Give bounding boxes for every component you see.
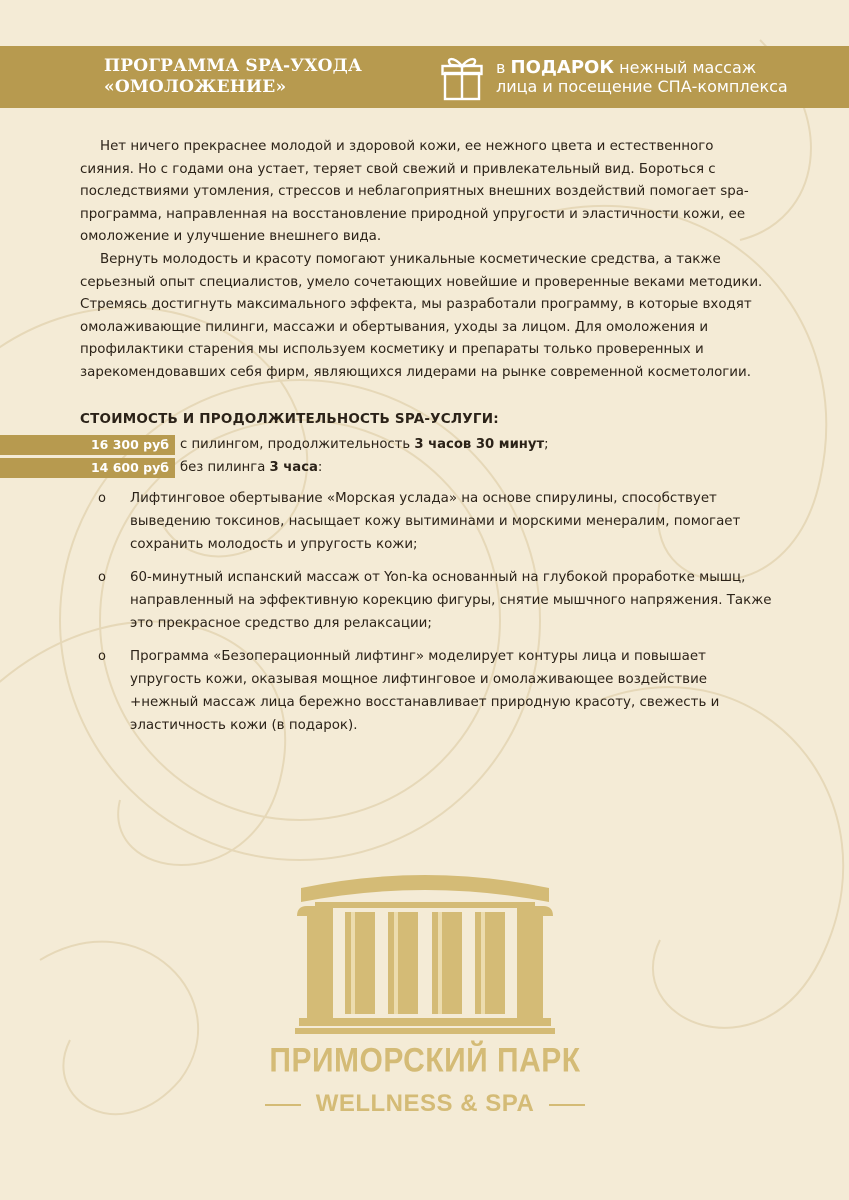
brand-logo — [265, 868, 585, 1128]
gift-box-icon — [441, 53, 483, 101]
gift-prefix: в — [496, 58, 506, 77]
pricing-title: СТОИМОСТЬ И ПРОДОЛЖИТЕЛЬНОСТЬ SPA-УСЛУГИ: — [80, 411, 499, 427]
list-item — [98, 566, 778, 635]
price-duration: 3 часов 30 минут — [414, 437, 545, 452]
price-desc-text: без пилинга — [180, 460, 266, 475]
gift-rest: нежный массаж — [619, 58, 757, 77]
program-title — [104, 56, 404, 98]
intro-paragraph-2: Вернуть молодость и красоту помогают уникальные косметические средства, а также серьезный опыт специалистов, умело сочетающих новейшие и проверенные веками методики. Стремясь достигнуть максимального эффекта, мы разработали программу, в которые входят омолаживающие пилинги, массажи и обертывания, уходы за лицом. Для омоложения и профилактики старения мы используем косметику и препараты только проверенных и зарекомендовавших себя фирм, являющихся лидерами на рынке современной косметологии. — [80, 251, 763, 380]
price-desc-end: : — [317, 460, 323, 475]
list-item-text: Программа «Безоперационный лифтинг» моделирует контуры лица и повышает упругость кожи, оказывая мощное лифтинговое и омолаживающее воздействие +нежный массаж лица бережно восстанавливает природную красоту, свежесть и эластичность кожи (в подарок). — [130, 649, 720, 733]
brand-subtitle: WELLNESS & SPA — [315, 1090, 535, 1117]
intro-text — [80, 136, 770, 385]
price-description — [180, 435, 549, 455]
program-title-line2: «ОМОЛОЖЕНИЕ» — [104, 77, 287, 97]
price-row — [0, 458, 700, 478]
price-row — [0, 435, 700, 455]
gift-line2: лица и посещение СПА-комплекса — [496, 77, 788, 96]
price-desc-text: с пилингом, продолжительность — [180, 437, 411, 452]
price-tag: 16 300 руб — [0, 435, 175, 455]
gift-strong: ПОДАРОК — [510, 57, 615, 78]
services-list — [98, 487, 778, 747]
price-tag: 14 600 руб — [0, 458, 175, 478]
list-item — [98, 645, 778, 737]
bullet-marker: o — [98, 570, 106, 585]
header-banner — [0, 46, 849, 108]
divider — [549, 1104, 585, 1106]
colonnade-logo-icon — [295, 868, 555, 1038]
list-item-text: 60-минутный испанский массаж от Yon-ka основанный на глубокой проработке мышц, направленный на эффективную корекцию фигуры, снятие мышчного напряжения. Также это прекрасное средство для релаксации; — [130, 570, 772, 631]
program-title-line1: ПРОГРАММА SPA-УХОДА — [104, 56, 363, 76]
bullet-marker: o — [98, 491, 106, 506]
list-item — [98, 487, 778, 556]
brand-name: ПРИМОРСКИЙ ПАРК — [269, 1041, 581, 1080]
price-description — [180, 458, 322, 478]
price-desc-end: ; — [544, 437, 549, 452]
price-duration: 3 часа — [269, 460, 318, 475]
bullet-marker: o — [98, 649, 106, 664]
gift-text — [496, 58, 836, 96]
list-item-text: Лифтинговое обертывание «Морская услада» на основе спирулины, способствует выведению токсинов, насыщает кожу вытиминами и морскими менералим, помогает сохранить молодость и упругость кожи; — [130, 491, 741, 552]
intro-paragraph-1: Нет ничего прекраснее молодой и здоровой кожи, ее нежного цвета и естественного сияния. Но с годами она устает, теряет свой свежий и привлекательный вид. Бороться с последствиями утомления, стрессов и неблагоприятных внешних воздействий помогает spa-программа, направленная на восстановление природной упругости и эластичности кожи, ее омоложение и улучшение внешнего вида. — [80, 139, 749, 245]
